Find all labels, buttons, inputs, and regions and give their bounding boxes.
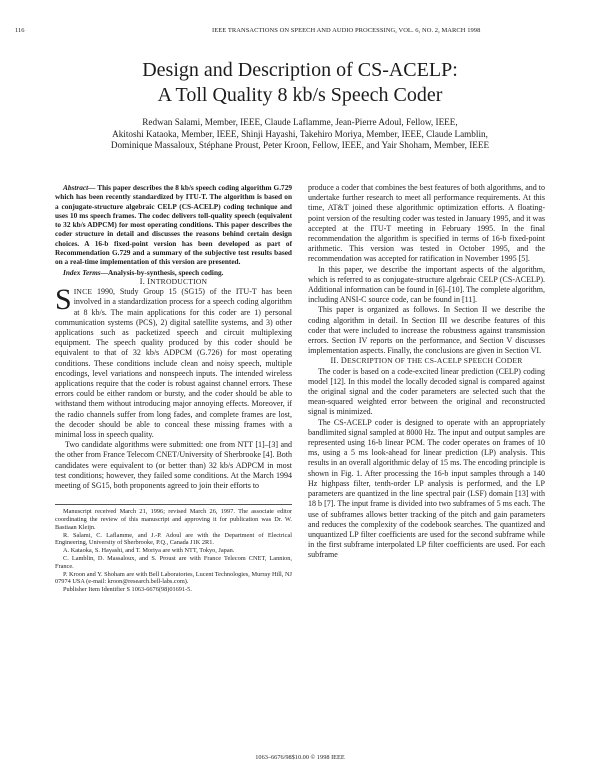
intro-paragraph-1: SINCE 1990, Study Group 15 (SG15) of the ITU-T has been involved in a standardization process for a speech coding algorithm at 8 kb/s. The main applications for this coder are 1) personal communication systems (PCS), 2) digital satellite systems, and 3) other applications such as packetized speech and circuit multiplexing equipment. The speech quality produced by this coder should be equivalent to that of 32 kb/s ADPCM (G.726) for most operating conditions. These conditions include clean and noisy speech, multiple encodings, level variations and nonspeech inputs. The intended wireless applications require that the coder is robust against channel errors. These errors could be either random or bursty, and the coder should be able to withstand them without introducing major annoying effects. Moreover, if the radio channels suffer from long fades, and complete frames are lost, the decoder should be able to conceal these missing frames with a minimal loss in speech quality. bbox=[55, 283, 292, 440]
title-line-2: A Toll Quality 8 kb/s Speech Coder bbox=[157, 84, 443, 106]
running-head: IEEE TRANSACTIONS ON SPEECH AND AUDIO PROCESSING, VOL. 6, NO. 2, MARCH 1998 bbox=[212, 27, 481, 34]
paper-title bbox=[0, 58, 600, 108]
right-paragraph-4: The coder is based on a code-excited linear prediction (CELP) coding model [12]. In this model the locally decoded signal is compared against the original signal and the coder parameters are selected such that the mean-squared weighted error between the original and reconstructed signal is minimized. bbox=[308, 366, 545, 417]
footnote-ntt: A. Kataoka, S. Hayashi, and T. Moriya are with NTT, Tokyo, Japan. bbox=[63, 547, 235, 555]
footnote-rule bbox=[55, 504, 292, 505]
intro-paragraph-2: Two candidate algorithms were submitted: one from NTT [1]–[3] and the other from France Telecom CNET/University of Sherbrooke [4]. Both candidates were equivalent to (or better than) 32 kb/s ADPCM in most test conditions; however, they failed some conditions. At the March 1994 meeting of SG15, both proponents agreed to join their efforts to bbox=[55, 440, 292, 491]
abstract-label: Abstract— bbox=[63, 183, 96, 192]
author-line-3: Dominique Massaloux, Stéphane Proust, Peter Kroon, Fellow, IEEE, and Yair Shoham, Member, IEEE bbox=[110, 140, 490, 151]
footnote-sherbrooke: R. Salami, C. Laflamme, and J.-P. Adoul are with the Department of Electrical Engineering, University of Sherbrooke, P.Q., Canada J1K 2R1. bbox=[55, 531, 292, 547]
right-paragraph-1: produce a coder that combines the best features of both algorithms, and to undertake further research to meet all performance requirements. At this time, AT&T joined these algorithmic optimization efforts. A floating-point version of the resulting coder was tested in January 1995, and it was accepted at the ITU-T meeting in February 1995. In the final recommendation the algorithm is specified in terms of 16-b fixed-point arithmetic. This version was tested in October 1995, and the recommendation was accepted for ratification in November 1995 [5]. bbox=[308, 183, 545, 264]
index-terms-label: Index Terms bbox=[63, 267, 101, 277]
section-heading-description: II. DESCRIPTION OF THE CS-ACELP SPEECH CODER bbox=[330, 356, 523, 366]
footnote-cnet: C. Lamblin, D. Massaloux, and S. Proust are with France Telecom CNET, Lannion, France. bbox=[55, 555, 292, 570]
title-line-1: Design and Description of CS-ACELP: bbox=[142, 59, 458, 81]
footnotes bbox=[55, 500, 292, 594]
footnote-manuscript: Manuscript received March 21, 1996; revised March 26, 1997. The associate editor coordinating the review of this manuscript and approving it for publication was Dr. W. Bastiaan Kleijn. bbox=[55, 508, 292, 531]
section-heading-introduction: I. INTRODUCTION bbox=[139, 276, 208, 286]
abstract-text: This paper describes the 8 kb/s speech coding algorithm G.729 which has been recently standardized by ITU-T. The algorithm is based on a conjugate-structure algebraic CELP (CS-ACELP) coding technique and uses 10 ms speech frames. The codec delivers toll-quality speech (equivalent to 32 kb/s ADPCM) for most operating conditions. This paper describes the coder structure in detail and discusses the reasons behind certain design choices. A 16-b fixed-point version has been developed as part of Recommendation G.729 and a summary of the subjective test results based on a real-time implementation of this version are presented. bbox=[55, 183, 292, 267]
abstract bbox=[55, 183, 292, 267]
index-terms bbox=[55, 268, 292, 277]
right-column bbox=[308, 183, 545, 561]
copyright-line: 1063–6676/98$10.00 © 1998 IEEE bbox=[255, 754, 345, 761]
dropcap-letter: S bbox=[55, 283, 72, 317]
author-list bbox=[0, 117, 600, 152]
right-paragraph-3: This paper is organized as follows. In Section II we describe the coding algorithm in detail. In Section III we describe features of this coder that were included to increase the robustness against transmission errors. Section IV reports on the performance, and Section V discusses implementation aspects. Finally, the conclusions are given in Section VI. bbox=[308, 305, 545, 356]
left-column bbox=[55, 183, 292, 594]
footnote-publisher-id: Publisher Item Identifier S 1063-6676(98)01691-5. bbox=[63, 586, 192, 594]
page-number: 116 bbox=[15, 27, 25, 34]
right-paragraph-5: The CS-ACELP coder is designed to operate with an appropriately bandlimited signal sampled at 8000 Hz. The input and output samples are represented using 16-b linear PCM. The coder operates on frames of 10 ms, using a 5 ms look-ahead for linear prediction (LP) analysis. This results in an overall algorithmic delay of 15 ms. The encoding principle is shown in Fig. 1. After processing the 16-b input samples through a 140 Hz highpass filter, tenth-order LP analysis is performed, and the LP parameters are quantized in the line spectral pair (LSF) domain [13] with 18 b [7]. The input frame is divided into two subframes of 5 ms each. The use of subframes allows better tracking of the pitch and gain parameters and reduces the complexity of the codebook searches. The quantized and unquantized LP filter coefficients are used for the second subframe while in the first subframe interpolated LP filter coefficients are used. For each subframe bbox=[308, 417, 545, 560]
right-paragraph-2: In this paper, we describe the important aspects of the algorithm, which is referred to as conjugate-structure algebraic CELP (CS-ACELP). Additional information can be found in [6]–[10]. The complete algorithm, including ANSI-C source code, can be found in [11]. bbox=[308, 264, 545, 305]
author-line-1: Redwan Salami, Member, IEEE, Claude Laflamme, Jean-Pierre Adoul, Fellow, IEEE, bbox=[142, 117, 458, 127]
index-terms-text: —Analysis-by-synthesis, speech coding. bbox=[100, 267, 224, 277]
footnote-bell-labs: P. Kroon and Y. Shoham are with Bell Laboratories, Lucent Technologies, Murray Hill, NJ 07974 USA (e-mail: kroon@research.bell-labs.com). bbox=[55, 570, 292, 586]
author-line-2: Akitoshi Kataoka, Member, IEEE, Shinji Hayashi, Takehiro Moriya, Member, IEEE, Claude Lamblin, bbox=[112, 128, 488, 139]
